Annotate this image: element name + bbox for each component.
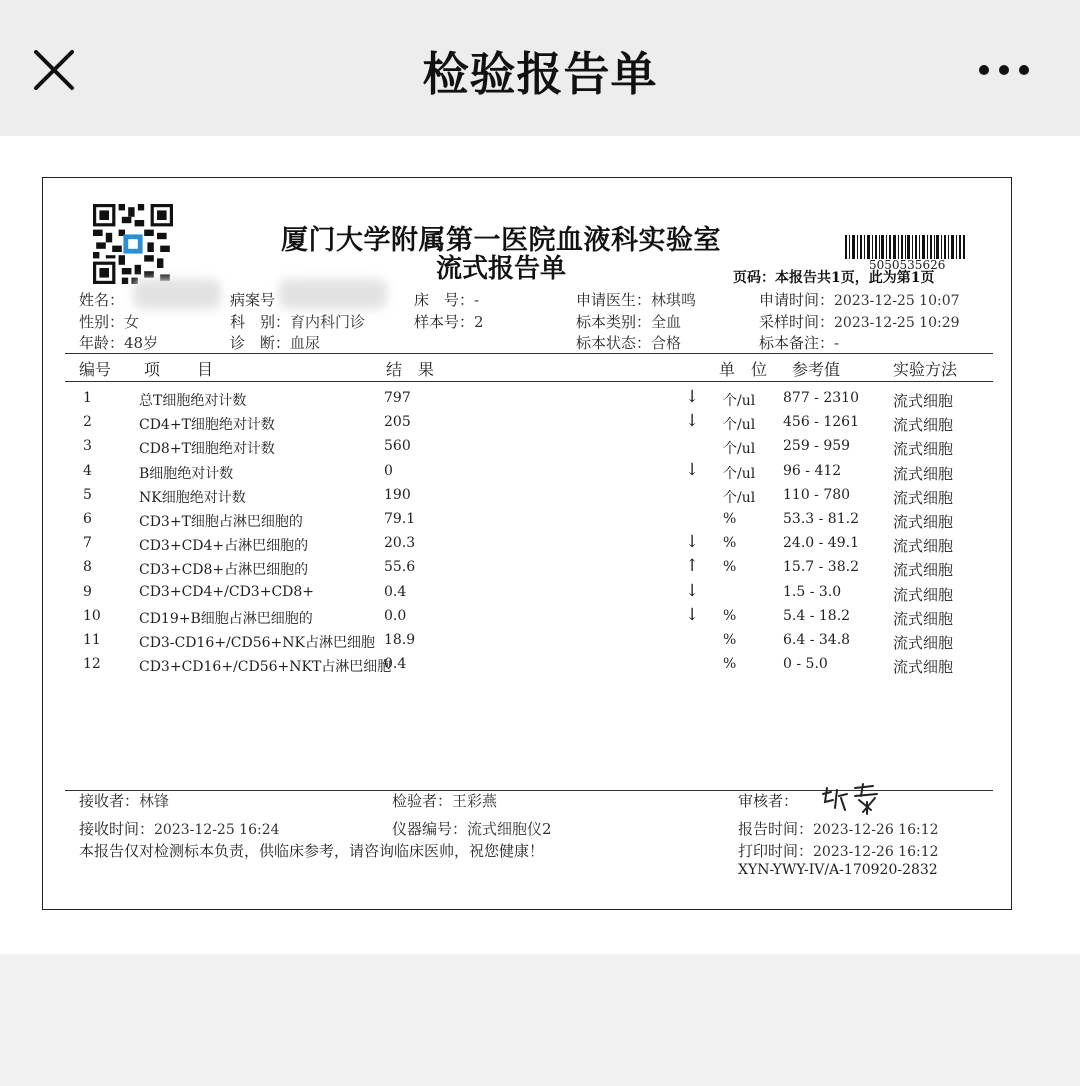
table-row (43, 532, 1009, 559)
receiver-field: 接收者：林锋 (79, 792, 170, 810)
more-icon[interactable] (978, 60, 1030, 80)
cell-name: NK细胞绝对计数 (139, 489, 246, 506)
lab-report-image (42, 177, 1012, 910)
cell-name: CD4+T细胞绝对计数 (139, 417, 275, 434)
sample-type-field: 标本类别：全血 (576, 313, 682, 331)
report-title: 流式报告单 (435, 254, 566, 284)
reviewer-signature (819, 782, 889, 816)
cell-no: 9 (83, 583, 92, 600)
cell-no: 7 (83, 535, 92, 552)
cell-unit: % (723, 656, 737, 673)
table-row (43, 632, 1009, 656)
cell-result: 18.9 (384, 632, 416, 648)
cell-result: 20.3 (384, 535, 416, 552)
doctor-field: 申请医生：林琪鸣 (576, 291, 697, 309)
cell-result: 0.0 (384, 607, 407, 624)
bed-field: 床 号：- (414, 291, 480, 309)
disclaimer: 本报告仅对检测标本负责，供临床参考，请咨询临床医帅，祝您健康！ (79, 842, 545, 860)
cell-method: 流式细胞 (893, 416, 954, 435)
cell-method: 流式细胞 (893, 488, 954, 507)
cell-ref: 877 - 2310 (783, 390, 859, 406)
table-row (43, 411, 1009, 438)
cell-unit: 个/ul (723, 417, 756, 434)
cell-flag: ↓ (685, 387, 700, 407)
cell-result: 0 (384, 462, 393, 479)
cell-unit: % (723, 607, 737, 624)
report-code: XYN-YWY-IV/A-170920-2832 (738, 862, 938, 878)
table-row (43, 656, 1009, 680)
cell-method: 流式细胞 (893, 440, 954, 459)
cell-method: 流式细胞 (893, 634, 954, 652)
diagnosis-field: 诊 断：血尿 (230, 334, 321, 352)
cell-no: 12 (83, 656, 101, 673)
table-row (43, 487, 1009, 511)
col-reference: 参考值 (792, 360, 841, 379)
dept-field: 科 别：育内科门诊 (230, 313, 366, 331)
table-row (43, 438, 1009, 462)
table-row (43, 511, 1009, 535)
record-redaction (279, 279, 387, 309)
sample-status-field: 标本状态：合格 (576, 334, 682, 352)
col-number: 编号 (79, 360, 112, 379)
cell-unit: % (723, 511, 737, 527)
cell-result: 797 (384, 390, 411, 406)
name-redaction (133, 279, 221, 309)
cell-name: CD19+B细胞占淋巴细胞的 (139, 610, 313, 627)
cell-no: 6 (83, 511, 92, 527)
collect-time-field: 采样时间：2023-12-25 10:29 (759, 313, 960, 331)
remark-field: 标本备注：- (759, 334, 840, 352)
cell-ref: 0 - 5.0 (783, 656, 828, 673)
cell-flag: ↓ (685, 411, 700, 432)
cell-name: CD3+CD16+/CD56+NKT占淋巴细胞 (139, 659, 392, 676)
cell-ref: 24.0 - 49.1 (783, 535, 859, 552)
record-label: 病案号 (230, 291, 276, 309)
receive-time-field: 接收时间：2023-12-25 16:24 (79, 820, 280, 838)
cell-unit: 个/ul (723, 489, 756, 506)
cell-method: 流式细胞 (893, 513, 954, 531)
cell-method: 流式细胞 (893, 585, 954, 604)
cell-flag: ↓ (685, 459, 700, 480)
top-navigation-bar (0, 0, 1080, 136)
cell-unit: % (723, 559, 737, 576)
cell-ref: 53.3 - 81.2 (783, 511, 859, 527)
cell-ref: 5.4 - 18.2 (783, 607, 851, 624)
cell-unit: % (723, 535, 737, 552)
col-unit: 单 位 (719, 360, 768, 379)
col-method: 实验方法 (893, 360, 958, 379)
col-item-a: 项 (144, 360, 161, 379)
cell-no: 1 (83, 390, 92, 406)
cell-name: CD3-CD16+/CD56+NK占淋巴细胞 (139, 635, 375, 651)
sex-field: 性别：女 (79, 313, 140, 331)
cell-method: 流式细胞 (893, 609, 954, 628)
table-row (43, 580, 1009, 608)
cell-flag: ↑ (685, 556, 700, 577)
cell-method: 流式细胞 (893, 658, 954, 677)
page-title: 检验报告单 (422, 47, 658, 101)
cell-flag: ↓ (685, 580, 700, 601)
tester-field: 检验者：王彩燕 (392, 792, 498, 810)
cell-ref: 15.7 - 38.2 (783, 559, 859, 576)
cell-ref: 1.5 - 3.0 (783, 583, 842, 600)
cell-ref: 96 - 412 (783, 462, 842, 479)
cell-ref: 456 - 1261 (783, 414, 859, 431)
cell-flag: ↓ (685, 532, 700, 553)
cell-unit: % (723, 632, 737, 648)
table-row (43, 604, 1009, 632)
table-row (43, 387, 1009, 414)
col-item-b: 目 (197, 360, 214, 379)
cell-name: B细胞绝对计数 (139, 465, 234, 482)
cell-ref: 259 - 959 (783, 438, 851, 455)
age-field: 年龄：48岁 (79, 334, 159, 352)
cell-result: 560 (384, 438, 411, 455)
cell-method: 流式细胞 (893, 537, 954, 556)
table-row (43, 459, 1009, 487)
cell-name: CD3+T细胞占淋巴细胞的 (139, 514, 303, 530)
cell-no: 4 (83, 462, 92, 479)
cell-no: 10 (83, 607, 101, 624)
cell-result: 55.6 (384, 559, 416, 576)
cell-no: 8 (83, 559, 92, 576)
request-time-field: 申请时间：2023-12-25 10:07 (759, 291, 960, 309)
cell-result: 0.4 (384, 656, 407, 673)
cell-ref: 110 - 780 (783, 486, 851, 503)
col-result: 结 果 (386, 360, 435, 379)
table-row (43, 556, 1009, 583)
cell-flag: ↓ (685, 604, 700, 625)
cell-name: CD8+T细胞绝对计数 (139, 441, 275, 458)
cell-unit: 个/ul (723, 465, 756, 482)
barcode-number: 5050535626 (869, 258, 946, 272)
cell-no: 2 (83, 414, 92, 431)
cell-ref: 6.4 - 34.8 (783, 632, 851, 648)
cell-result: 79.1 (384, 511, 416, 527)
cell-result: 205 (384, 414, 411, 431)
cell-name: CD3+CD8+占淋巴细胞的 (139, 562, 309, 579)
print-time-field: 打印时间：2023-12-26 16:12 (738, 842, 939, 860)
cell-name: CD3+CD4+/CD3+CD8+ (139, 583, 315, 600)
hospital-name: 厦门大学附属第一医院血液科实验室 (281, 225, 721, 256)
cell-result: 0.4 (384, 583, 407, 600)
cell-name: 总T细胞绝对计数 (139, 393, 247, 409)
cell-result: 190 (384, 486, 411, 503)
header-top-line (65, 353, 993, 354)
cell-method: 流式细胞 (893, 392, 954, 410)
cell-unit: 个/ul (723, 441, 756, 458)
qr-code-icon (93, 204, 173, 284)
cell-unit: 个/ul (723, 393, 756, 409)
header-bottom-line (65, 381, 993, 382)
barcode-icon (845, 235, 965, 259)
cell-no: 5 (83, 486, 92, 503)
sample-number-field: 样本号：2 (414, 313, 484, 331)
cell-no: 3 (83, 438, 92, 455)
name-label: 姓名： (79, 291, 125, 309)
cell-name: CD3+CD4+占淋巴细胞的 (139, 538, 309, 555)
reviewer-label: 审核者： (738, 792, 799, 810)
cell-method: 流式细胞 (893, 464, 954, 483)
report-time-field: 报告时间：2023-12-26 16:12 (738, 820, 939, 838)
cell-method: 流式细胞 (893, 561, 954, 580)
instrument-field: 仪器编号：流式细胞仪2 (392, 820, 552, 838)
page-info: 页码：本报告共1页，此为第1页 (733, 270, 935, 286)
cell-no: 11 (83, 632, 101, 648)
